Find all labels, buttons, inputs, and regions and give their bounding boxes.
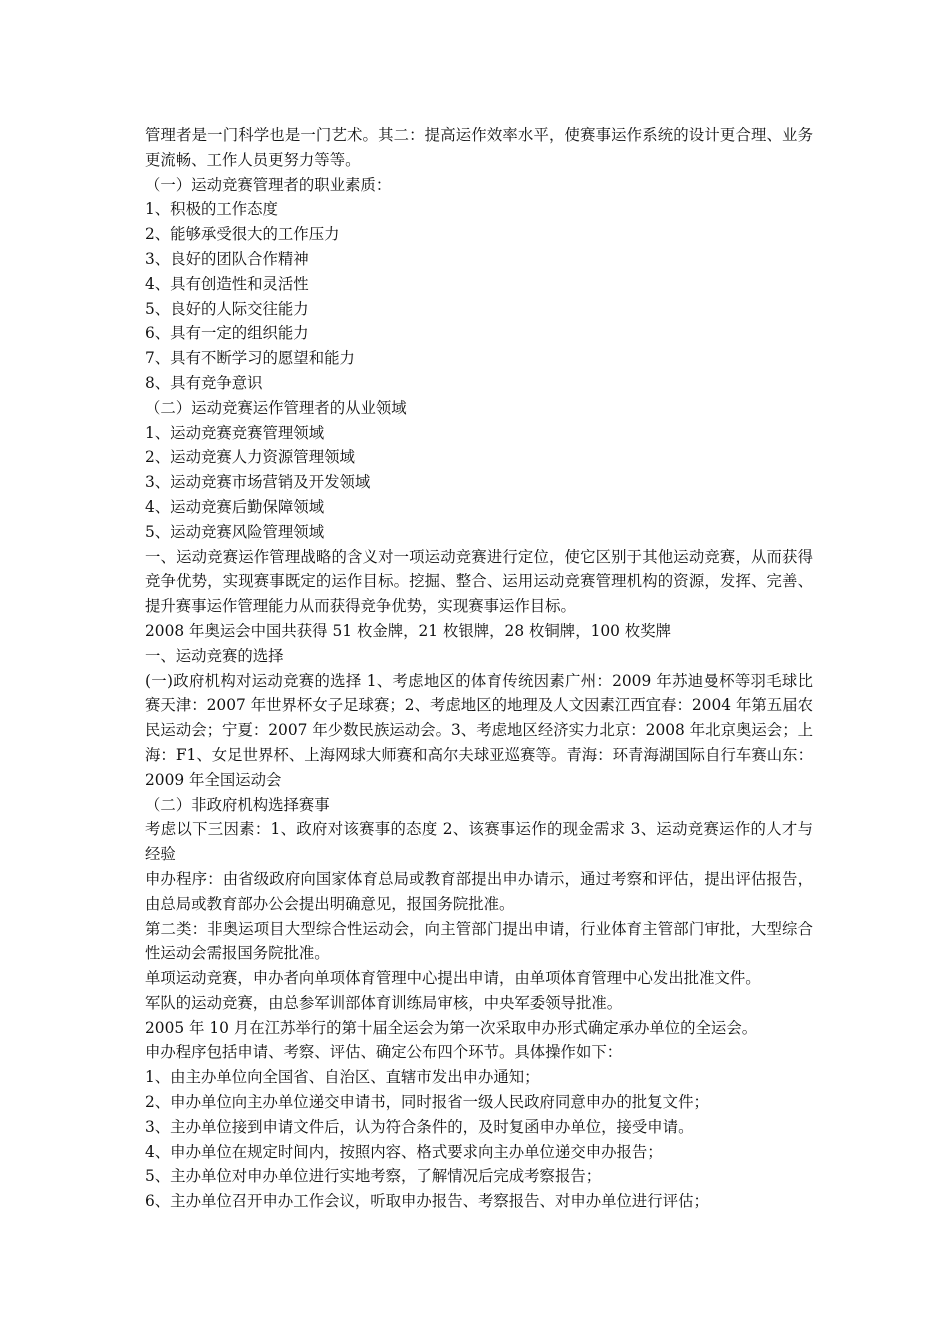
list-item: 3、良好的团队合作精神 xyxy=(145,249,309,268)
paragraph: (一)政府机构对运动竞赛的选择 1、考虑地区的体育传统因素广州：2009 年苏迪曼杯等羽毛球比赛天津：2007 年世界杯女子足球赛；2、考虑地区的地理及人文因素江西宜春：2004 年第五届农民运动会；宁夏：2007 年少数民族运动会。3、考虑地区经济实力北京：2008 年北京奥运会；上海：F1、女足世界杯、上海网球大师赛和高尔夫球亚巡赛等。青海：环青海湖国际自行车赛山东：2009 年全国运动会 xyxy=(145,671,813,789)
list-item: 4、申办单位在规定时间内，按照内容、格式要求向主办单位递交申办报告； xyxy=(145,1142,663,1161)
list-item: 6、主办单位召开申办工作会议，听取申办报告、考察报告、对申办单位进行评估； xyxy=(145,1192,709,1211)
list-item: 5、良好的人际交往能力 xyxy=(145,299,309,318)
list-item: 8、具有竞争意识 xyxy=(145,373,263,392)
section-heading: （二）运动竞赛运作管理者的从业领域 xyxy=(145,398,407,417)
section-heading: （二）非政府机构选择赛事 xyxy=(145,795,330,814)
list-item: 1、由主办单位向全国省、自治区、直辖市发出申办通知； xyxy=(145,1068,540,1087)
list-item: 6、具有一定的组织能力 xyxy=(145,324,309,343)
list-item: 7、具有不断学习的愿望和能力 xyxy=(145,349,355,368)
list-item: 4、具有创造性和灵活性 xyxy=(145,274,309,293)
paragraph: 管理者是一门科学也是一门艺术。其二：提高运作效率水平，使赛事运作系统的设计更合理、业务更流畅、工作人员更努力等等。 xyxy=(145,126,813,169)
paragraph: 军队的运动竞赛，由总参军训部体育训练局审核，中央军委领导批准。 xyxy=(145,993,623,1012)
list-item: 5、运动竞赛风险管理领域 xyxy=(145,522,325,541)
list-item: 2、申办单位向主办单位递交申请书，同时报省一级人民政府同意申办的批复文件； xyxy=(145,1093,709,1112)
list-item: 2、运动竞赛人力资源管理领域 xyxy=(145,448,355,467)
paragraph: 考虑以下三因素：1、政府对该赛事的态度 2、该赛事运作的现金需求 3、运动竞赛运作的人才与经验 xyxy=(145,820,813,864)
list-item: 3、运动竞赛市场营销及开发领域 xyxy=(145,473,371,492)
list-item: 4、运动竞赛后勤保障领域 xyxy=(145,497,325,516)
paragraph: 一、运动竞赛运作管理战略的含义对一项运动竞赛进行定位，使它区别于其他运动竞赛，从而获得竞争优势，实现赛事既定的运作目标。挖掘、整合、运用运动竞赛管理机构的资源，发挥、完善、提升赛事运作管理能力从而获得竞争优势，实现赛事运作目标。 xyxy=(145,547,813,616)
list-item: 2、能够承受很大的工作压力 xyxy=(145,225,340,244)
list-item: 1、积极的工作态度 xyxy=(145,200,278,219)
paragraph: 单项运动竞赛，申办者向单项体育管理中心提出申请，由单项体育管理中心发出批准文件。 xyxy=(145,969,761,988)
list-item: 3、主办单位接到申请文件后，认为符合条件的，及时复函申办单位，接受申请。 xyxy=(145,1117,694,1136)
section-heading: （一）运动竞赛管理者的职业素质： xyxy=(145,175,392,194)
list-item: 1、运动竞赛竞赛管理领域 xyxy=(145,423,325,442)
paragraph: 申办程序：由省级政府向国家体育总局或教育部提出申办请示，通过考察和评估，提出评估报告，由总局或教育部办公会提出明确意见，报国务院批准。 xyxy=(145,869,813,913)
paragraph: 2008 年奥运会中国共获得 51 枚金牌，21 枚银牌，28 枚铜牌，100 枚奖牌 xyxy=(145,621,672,640)
document-body xyxy=(145,123,813,1214)
paragraph: 第二类：非奥运项目大型综合性运动会，向主管部门提出申请，行业体育主管部门审批，大型综合性运动会需报国务院批准。 xyxy=(145,919,813,963)
paragraph: 申办程序包括申请、考察、评估、确定公布四个环节。具体操作如下： xyxy=(145,1043,623,1062)
section-heading: 一、运动竞赛的选择 xyxy=(145,646,284,665)
list-item: 5、主办单位对申办单位进行实地考察，了解情况后完成考察报告； xyxy=(145,1167,602,1186)
paragraph: 2005 年 10 月在江苏举行的第十届全运会为第一次采取申办形式确定承办单位的全运会。 xyxy=(145,1018,758,1037)
